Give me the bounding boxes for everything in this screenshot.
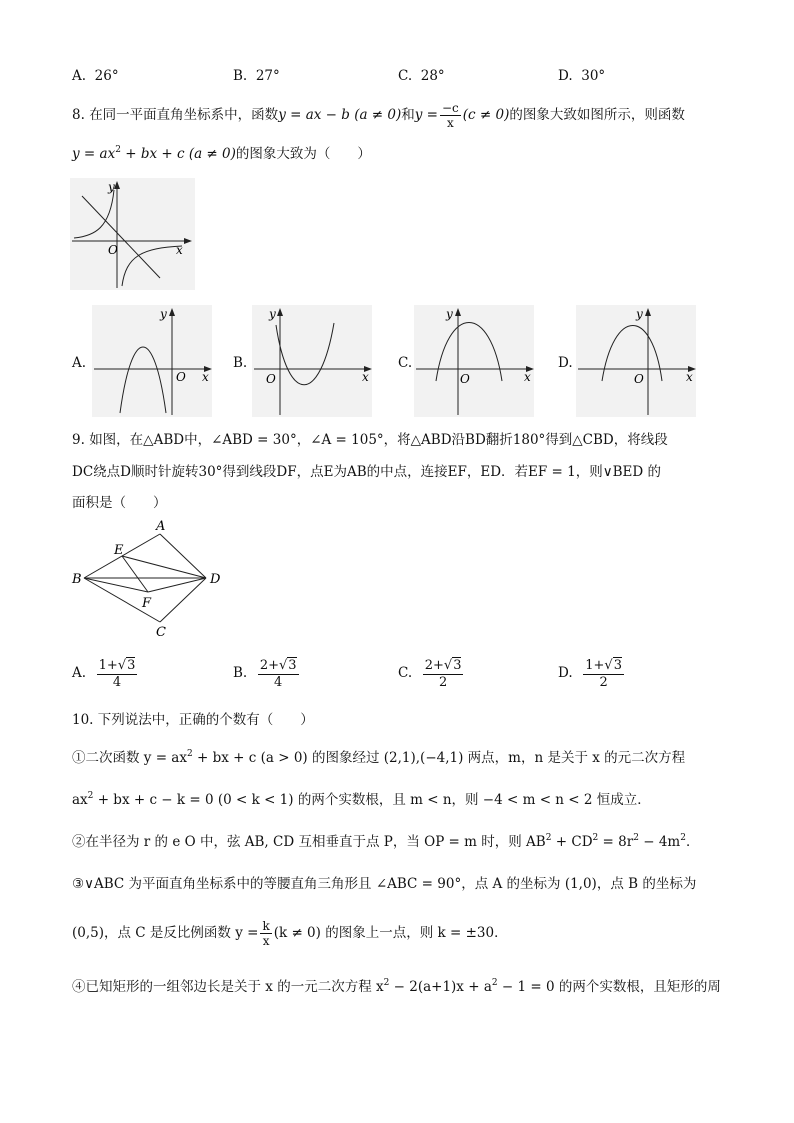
q8-option-c-graph [414,305,534,417]
q9-line3: 面积是（ ） [72,495,167,511]
q8-option-d-label: D. [558,355,573,371]
q10-statement-1a: ①二次函数 $y = ax^2$ + bx + c (a > 0) 的图象经过 (2,1),(−4,1) 两点，m，n 是关于 x 的元二次方程 [72,749,686,766]
point-a-label: A [156,519,166,534]
point-d-label: D [210,572,221,587]
q8-option-b-label: B. [233,355,248,371]
origin-label: O [634,372,644,386]
q9-triangle-figure [68,518,228,642]
q10-statement-2: ②在半径为 r 的 e O 中，弦 AB, CD 互相垂直于点 P，当 OP = m 时，则 $AB^2 + CD^2 = 8r^2 - 4m^2$． [72,833,700,850]
q8-line2: $y = ax^2$ + bx + c (a ≠ 0)的图象大致为（ ） [72,145,371,162]
q10-statement-4: ④已知矩形的一组邻边长是关于 x 的一元二次方程 $x^2 - 2(a+1)x + a^2 - 1 = 0$ 的两个实数根，且矩形的周 [72,978,721,995]
axis-x-label: x [686,370,693,384]
point-b-label: B [72,572,82,587]
q8-option-b-graph [252,305,372,417]
axis-x-label: x [524,370,531,384]
point-f-label: F [142,596,152,611]
q7-option-b: B. 27° [233,68,280,84]
q9-line2: DC绕点D顺时针旋转30°得到线段DF，点E为AB的中点，连接EF，ED．若EF = 1，则∨BED 的 [72,464,661,480]
q8-line1: 8. 在同一平面直角坐标系中，函数y = ax − b (a ≠ 0)和y = $\frac{-c}{x}$ (c ≠ 0)的图象大致如图所示，则函数 [72,101,685,130]
axis-y-label: y [269,307,276,321]
q8-option-c-label: C. [398,355,413,371]
axis-y-label: y [446,307,453,321]
origin-label: O [266,372,276,386]
q9-option-b: B. $\frac{2+√3}{4}$ [233,657,297,690]
point-e-label: E [114,543,124,558]
axis-x-label: x [176,243,183,257]
axis-y-label: y [636,307,643,321]
origin-label: O [108,243,118,257]
origin-label: O [460,372,470,386]
axis-y-label: y [160,307,167,321]
q10-statement-1b: $ax^2$ + bx + c − k = 0 (0 < k < 1) 的两个实数根，且 m < n，则 −4 < m < n < 2 恒成立． [72,791,651,808]
origin-label: O [176,370,186,384]
q7-option-a: A. 26° [72,68,119,84]
q9-option-d: D. $\frac{1+√3}{2}$ [558,657,622,690]
axis-x-label: x [362,370,369,384]
q8-given-graph [70,178,195,290]
axis-x-label: x [202,370,209,384]
q10-statement-3b: (0,5)，点 C 是反比例函数 y = $\frac{k}{x}$ (k ≠ 0) 的图象上一点，则 k = ±30． [72,919,508,948]
q10-statement-3a: ③∨ABC 为平面直角坐标系中的等腰直角三角形且 ∠ABC = 90°，点 A 的坐标为 (1,0)，点 B 的坐标为 [72,876,697,892]
point-c-label: C [156,625,166,640]
q8-option-d-graph [576,305,696,417]
axis-y-label: y [108,180,115,194]
q10-title: 10. 下列说法中，正确的个数有（ ） [72,712,314,728]
q7-option-c: C. 28° [398,68,445,84]
q7-option-d: D. 30° [558,68,606,84]
q8-option-a-graph [92,305,212,417]
q9-option-c: C. $\frac{2+√3}{2}$ [398,657,462,690]
q8-option-a-label: A. [72,355,87,371]
q9-option-a: A. $\frac{1+√3}{4}$ [72,657,136,690]
q9-line1: 9. 如图，在△ABD中，∠ABD = 30°，∠A = 105°，将△ABD沿BD翻折180°得到△CBD，将线段 [72,432,668,448]
